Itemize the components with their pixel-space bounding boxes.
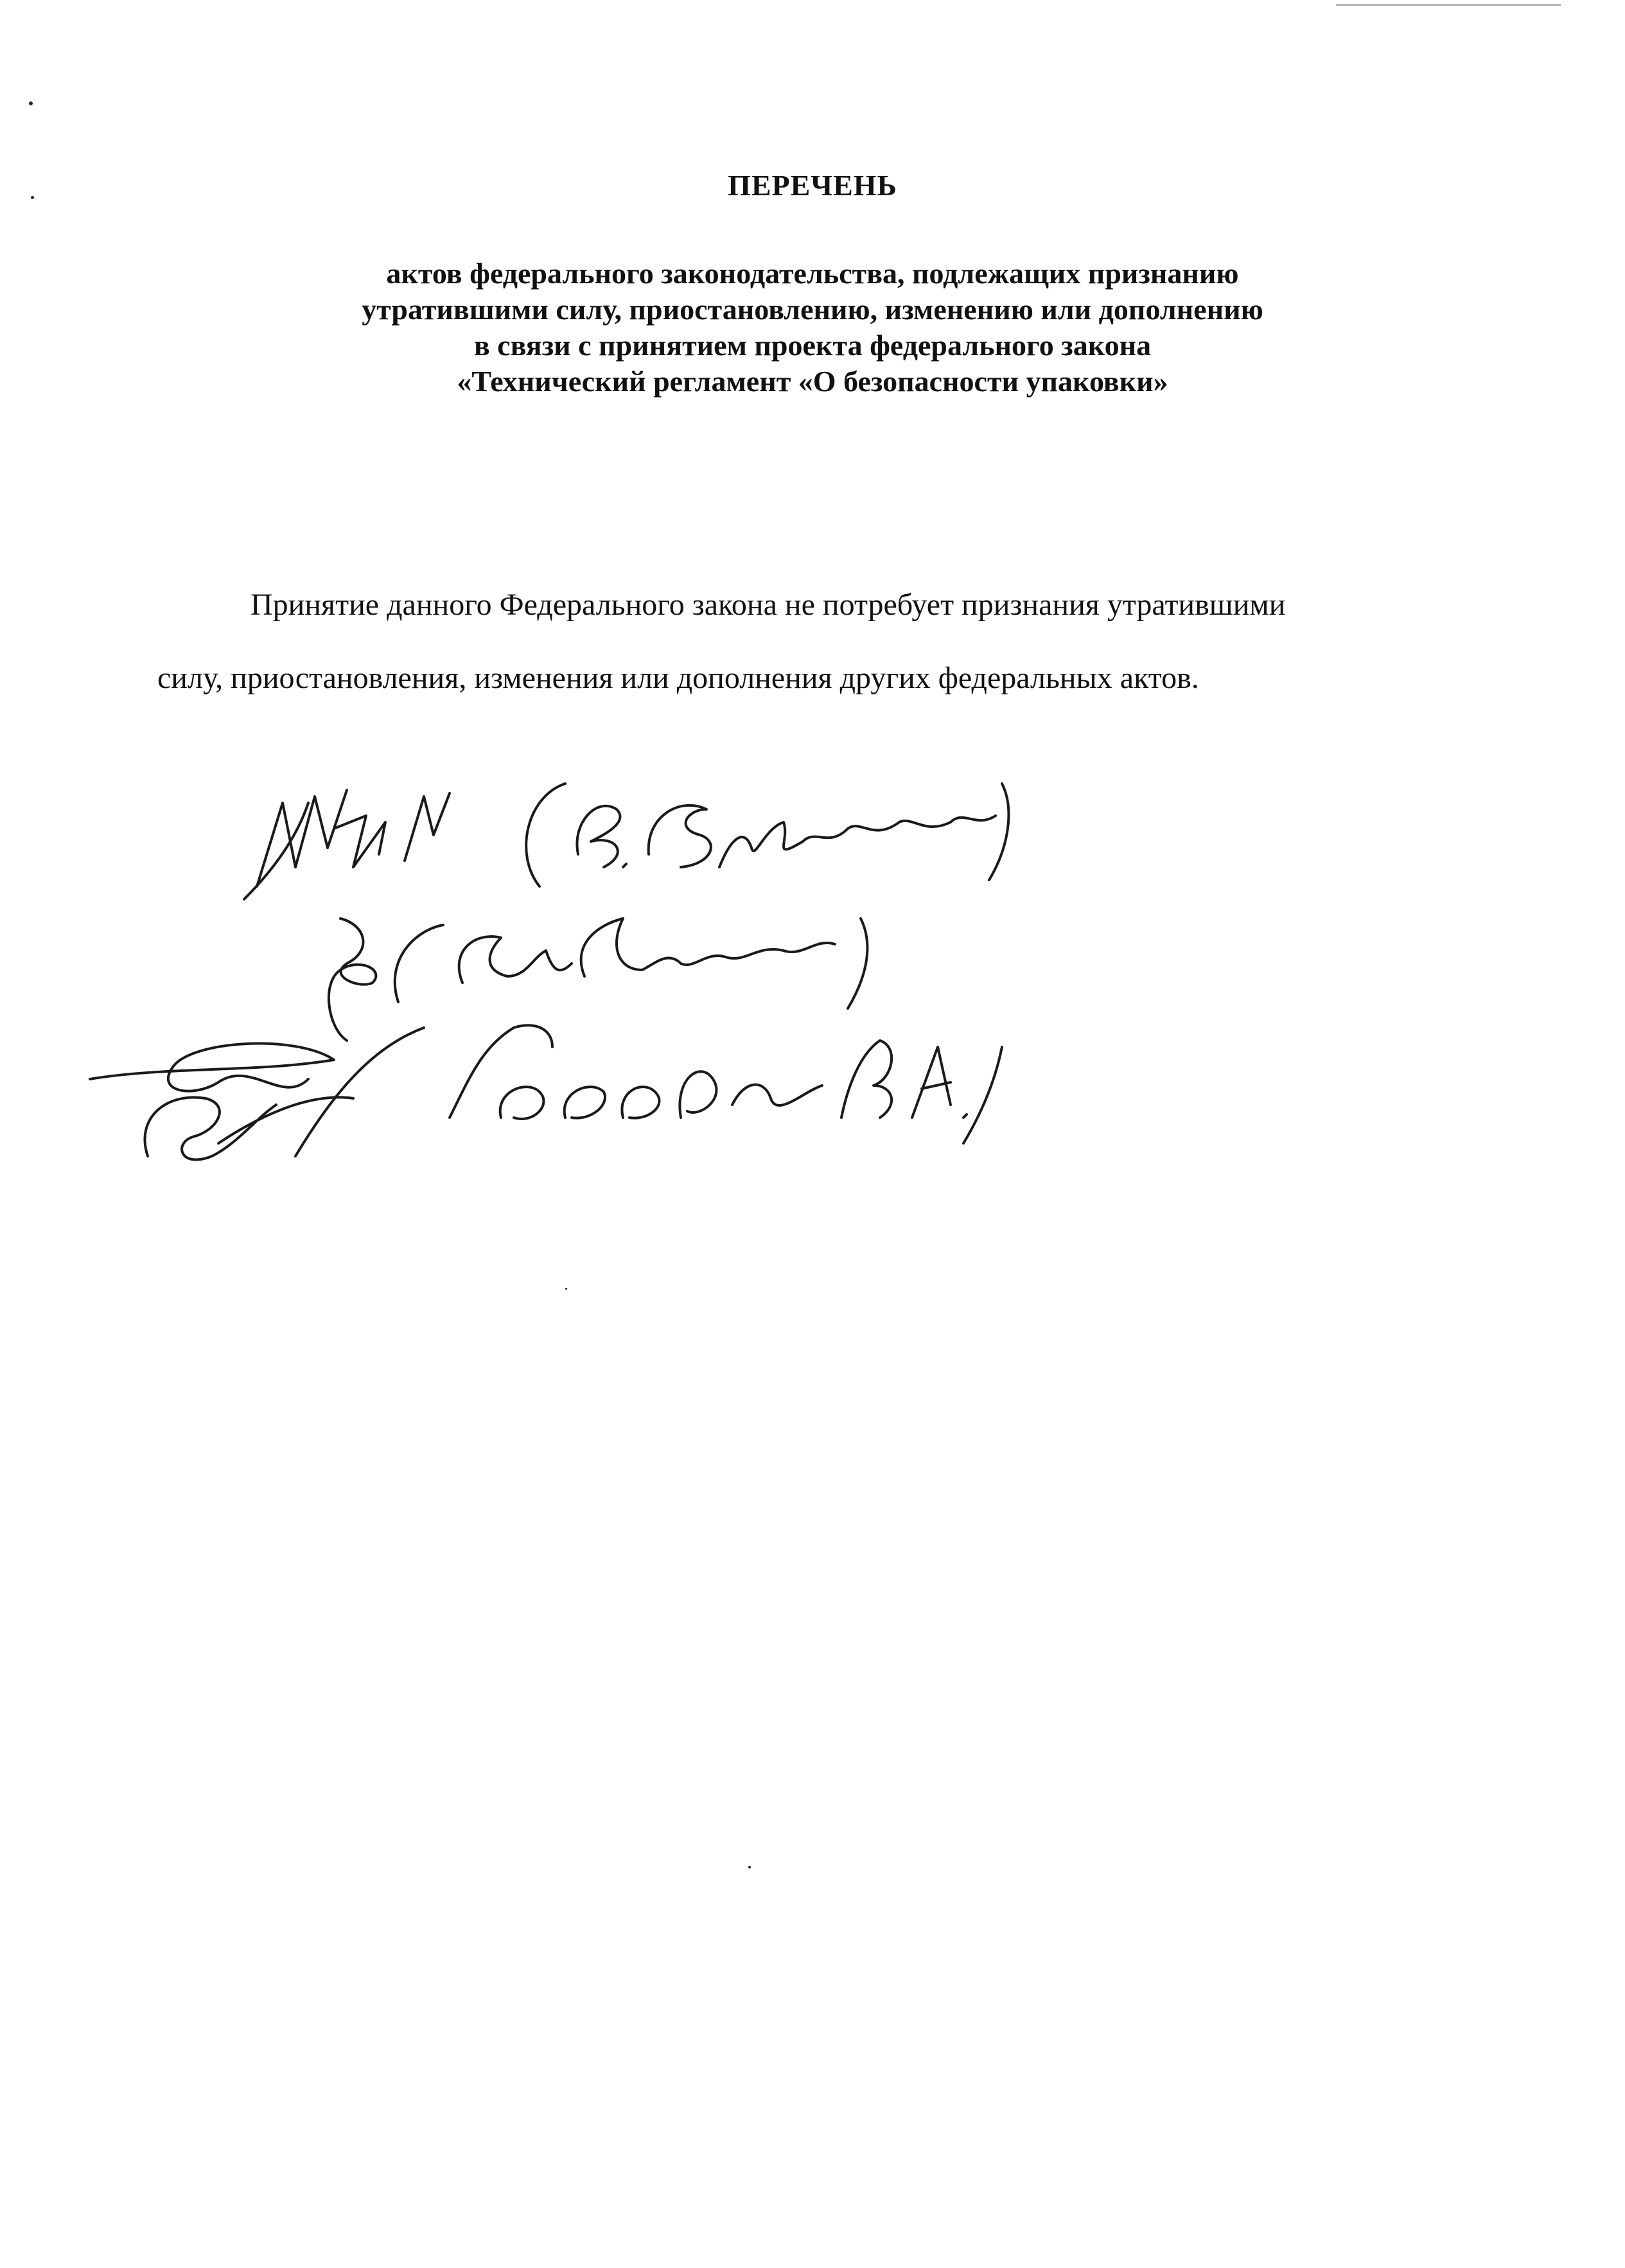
body-line: силу, приостановления, изменения или дополнения других федеральных актов. (157, 661, 1199, 695)
scan-speck (29, 101, 33, 105)
document-title: ПЕРЕЧЕНЬ (728, 169, 897, 202)
handwritten-signatures (64, 758, 1028, 1195)
signature-3 (90, 1025, 1002, 1159)
subtitle-line: актов федерального законодательства, подлежащих признанию (386, 257, 1239, 290)
subtitle-line: «Технический регламент «О безопасности упаковки» (457, 365, 1168, 398)
subtitle-line: в связи с принятием проекта федерального закона (473, 329, 1152, 362)
scan-speck (565, 1288, 567, 1290)
body-paragraph (157, 568, 1493, 715)
body-line: Принятие данного Федерального закона не потребует признания утратившими (250, 588, 1286, 622)
subtitle-line: утратившими силу, приостановлению, изменению или дополнению (362, 293, 1263, 326)
signature-block (64, 758, 1028, 1195)
document-subtitle (0, 256, 1625, 400)
scan-edge-line (1336, 4, 1561, 6)
scan-speck (748, 1866, 751, 1868)
signature-2 (329, 919, 868, 1041)
signature-1 (244, 784, 1008, 899)
